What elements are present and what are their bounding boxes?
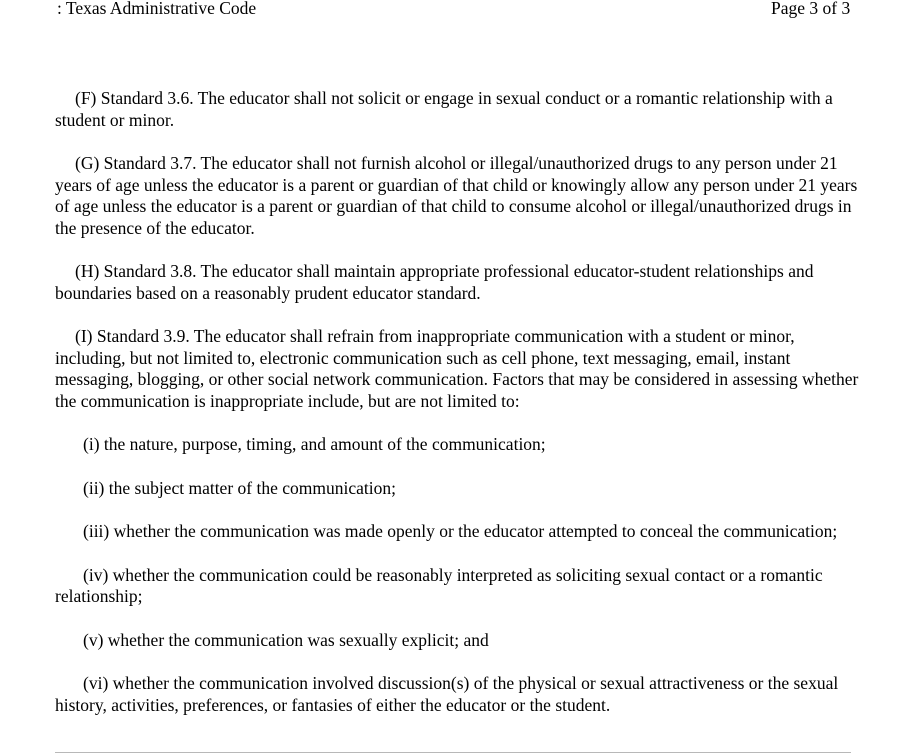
paragraph-standard-3-6: (F) Standard 3.6. The educator shall not solicit or engage in sexual conduct or a romantic relationship with a student or minor. [55, 88, 833, 130]
factor-item-iv: (iv) whether the communication could be reasonably interpreted as soliciting sexual contact or a romantic relationship; [55, 564, 823, 606]
factor-item-ii: (ii) the subject matter of the communication; [83, 477, 396, 498]
paragraph-standard-3-8: (H) Standard 3.8. The educator shall maintain appropriate professional educator-student relationships and boundaries based on a reasonably prudent educator standard. [55, 261, 814, 303]
paragraph-standard-3-7: (G) Standard 3.7. The educator shall not furnish alcohol or illegal/unauthorized drugs to any person under 21 years of age unless the educator is a parent or guardian of that child or knowingly allow any person under 21 years of age unless the educator is a parent or guardian of that child to consume alcohol or illegal/unauthorized drugs in the presence of the educator. [55, 153, 858, 238]
page-indicator: Page 3 of 3 [771, 0, 851, 18]
paragraph-standard-3-9: (I) Standard 3.9. The educator shall refrain from inappropriate communication with a student or minor, including, but not limited to, electronic communication such as cell phone, text messaging, email, instant messaging, blogging, or other social network communication. Factors that may be considered in assessing whether the communication is inappropriate include, but are not limited to: [55, 326, 859, 411]
factor-item-i: (i) the nature, purpose, timing, and amount of the communication; [83, 434, 546, 454]
document-source-title: : Texas Administrative Code [57, 0, 257, 18]
factor-item-vi: (vi) whether the communication involved discussion(s) of the physical or sexual attractiveness or the sexual history, activities, preferences, or fantasies of either the educator or the student. [55, 673, 839, 715]
footer-divider [55, 752, 851, 753]
document-body [55, 88, 865, 738]
factor-item-v: (v) whether the communication was sexually explicit; and [83, 629, 489, 650]
factor-item-iii: (iii) whether the communication was made openly or the educator attempted to conceal the communication; [83, 521, 838, 541]
